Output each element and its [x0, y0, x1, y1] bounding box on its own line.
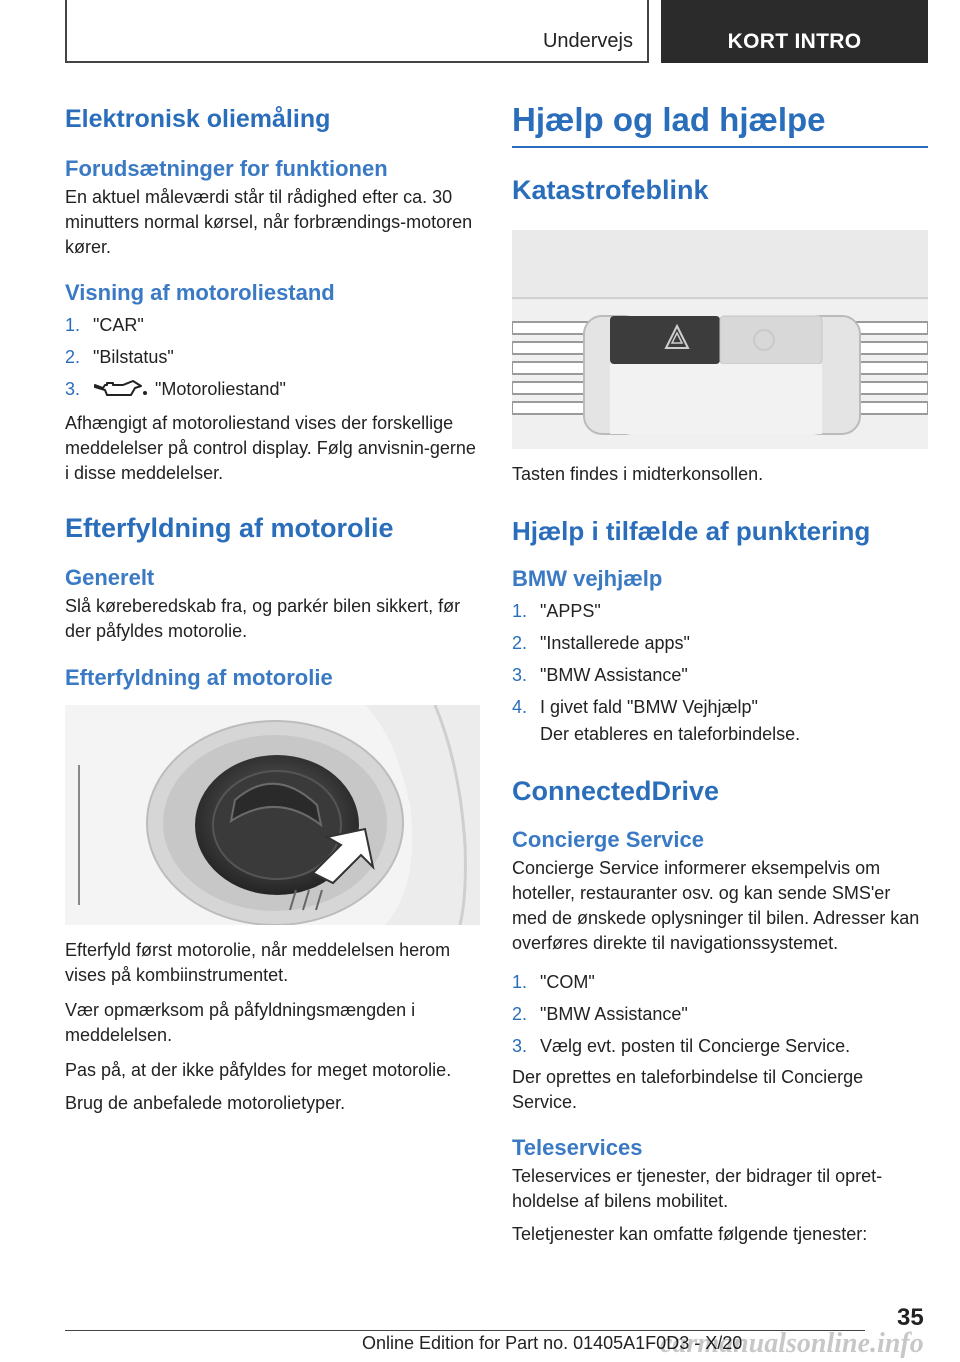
step-number: 2. [512, 1004, 528, 1024]
edition-text: Online Edition for Part no. 01405A1F0D3 - X/20 [362, 1333, 743, 1353]
step-number: 3. [65, 379, 81, 399]
watermark: carmanualsonline.info [660, 1328, 924, 1359]
section-tab [65, 0, 649, 63]
teleservices-text: Teleservices er tjenester, der bidrager til opret-holdelse af bilens mobilitet. [512, 1166, 883, 1211]
chapter-title: Hjælp og lad hjælpe [512, 101, 826, 138]
refill-caption: Efterfyld først motorolie, når meddelelsen herom vises på kombiinstrumentet. [65, 940, 451, 985]
general-heading: Generelt [65, 565, 155, 590]
list-item [65, 377, 480, 406]
list-item [512, 1034, 928, 1059]
step-text: "BMW Assistance" [540, 665, 688, 685]
page-header [65, 0, 928, 63]
step-text: "BMW Assistance" [540, 1004, 688, 1024]
hazard-heading: Katastrofeblink [512, 175, 709, 205]
step-text: "CAR" [93, 315, 144, 335]
teleservices-heading: Teleservices [512, 1135, 643, 1160]
step-number: 1. [65, 315, 81, 335]
step-number: 3. [512, 665, 528, 685]
chapter-tab [661, 0, 928, 63]
step-text: "Bilstatus" [93, 347, 174, 367]
display-text: Afhængigt af motoroliestand vises der forskellige meddelelser på control display. Følg anvisnin-gerne i disse meddelelser. [65, 413, 476, 483]
page-number: 35 [897, 1304, 924, 1331]
right-column [512, 100, 928, 1247]
list-item [512, 695, 928, 720]
oil-can-icon [93, 379, 149, 406]
list-item [65, 345, 480, 370]
title-divider [512, 146, 928, 148]
refill-note: Pas på, at der ikke påfyldes for meget motorolie. [65, 1060, 452, 1080]
hazard-caption: Tasten findes i midterkonsollen. [512, 464, 764, 484]
teleservices-text2: Teletjenester kan omfatte følgende tjenester: [512, 1224, 868, 1244]
left-column [65, 100, 480, 1116]
list-item [512, 1002, 928, 1027]
step-text: "APPS" [540, 601, 601, 621]
step-number: 1. [512, 972, 528, 992]
list-item [65, 313, 480, 338]
refill-note: Brug de anbefalede motorolietyper. [65, 1093, 346, 1113]
refill-title: Efterfyldning af motorolie [65, 513, 394, 543]
bmw-assistance-heading: BMW vejhjælp [512, 566, 663, 591]
bmw-note: Der etableres en taleforbindelse. [540, 724, 801, 744]
step-number: 2. [512, 633, 528, 653]
flat-tire-heading: Hjælp i tilfælde af punktering [512, 516, 871, 546]
step-text: "COM" [540, 972, 595, 992]
general-text: Slå køreberedskab fra, og parkér bilen sikkert, før der påfyldes motorolie. [65, 596, 461, 641]
section-title: Elektronisk oliemåling [65, 105, 331, 133]
hazard-button-image [512, 230, 928, 449]
step-text: "Installerede apps" [540, 633, 690, 653]
step-text: Vælg evt. posten til Concierge Service. [540, 1036, 851, 1056]
step-number: 3. [512, 1036, 528, 1056]
display-steps [65, 313, 480, 406]
step-number: 2. [65, 347, 81, 367]
list-item [512, 631, 928, 656]
list-item [512, 599, 928, 624]
oil-filler-image [65, 705, 480, 925]
prereq-heading: Forudsætninger for funktionen [65, 156, 388, 181]
list-item [512, 970, 928, 995]
concierge-result: Der oprettes en taleforbindelse til Concierge Service. [512, 1067, 864, 1112]
section-tab-label: Undervejs [542, 30, 633, 52]
prereq-text: En aktuel måleværdi står til rådighed efter ca. 30 minutters normal kørsel, når forbrændings-motoren kører. [65, 187, 473, 257]
concierge-steps [512, 970, 928, 1059]
step-number: 1. [512, 601, 528, 621]
refill-subheading: Efterfyldning af motorolie [65, 665, 333, 690]
concierge-text: Concierge Service informerer eksempelvis om hoteller, restauranter osv. og kan sende SMS'er med de ønskede oplysninger til bilen. Adresser kan overføres direkte til navigationssystemet. [512, 858, 920, 953]
connecteddrive-heading: ConnectedDrive [512, 776, 720, 806]
refill-note: Vær opmærksom på påfyldningsmængden i meddelelsen. [65, 1000, 416, 1045]
chapter-tab-label: KORT INTRO [727, 30, 862, 53]
concierge-heading: Concierge Service [512, 827, 704, 852]
display-heading: Visning af motoroliestand [65, 280, 335, 305]
list-item [512, 663, 928, 688]
step-text: "Motoroliestand" [155, 379, 286, 399]
bmw-steps [512, 599, 928, 720]
step-text: I givet fald "BMW Vejhjælp" [540, 697, 758, 717]
step-number: 4. [512, 697, 528, 717]
